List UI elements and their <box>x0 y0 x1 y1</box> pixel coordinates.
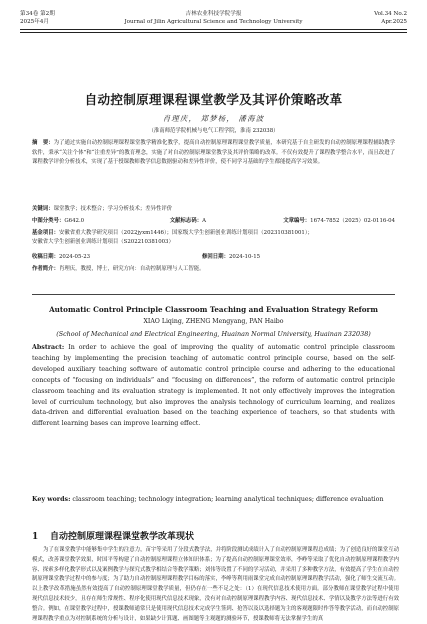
bio-value: 肖理庆，教授，博士，研究方向：自动控制原理与人工智能。 <box>58 266 205 272</box>
keywords-en-label: Key words: <box>32 496 71 503</box>
header-journal-en: Journal of Jilin Agricultural Science and Technology University <box>124 19 303 25</box>
authors-cn: 肖理庆， 郑梦杨， 潘海波 <box>162 114 265 123</box>
paper-title-en: Automatic Control Principle Classroom Teaching and Evaluation Strategy Reform <box>49 305 378 314</box>
header-volume-cn-text: 第34卷 第2期 <box>20 11 55 17</box>
revised-value: 2024-10-15 <box>228 254 261 260</box>
fund-line-1: 安徽省重大教学研究项目（2022jyxm1446）；国家级大学生创新创业训练计划项目（202310381001）； <box>58 230 313 236</box>
header-volume-en <box>374 10 407 26</box>
bio-label: 作者简介： <box>32 266 59 272</box>
paper-title-cn: 自动控制原理课程课堂教学及其评价策略改革 <box>84 92 343 107</box>
abstract-cn-label: 摘 要： <box>32 140 54 146</box>
article-no-label: 文章编号： <box>283 218 311 224</box>
keywords-en-text: classroom teaching; technology integration; learning analytical techniques; difference evaluation <box>72 496 384 503</box>
header-journal-cn: 吉林农业科技学院学报 <box>185 11 242 17</box>
abstract-en-text: In order to achieve the goal of improving the quality of automatic control principle classroom teaching by implementing the precision teaching of automatic control principle course, based on the self-developed auxiliary teaching software of automatic control principle course and adhering to the educational concepts of “focusing on individuals” and “focusing on differences”, the reform of automatic control principle classroom teaching and its evaluation strategy is implemented. It not only effectively improves the integration level of curriculum technology, but also improves the analysis technology of curriculum learning, and realizes data-driven and differential evaluation based on the teaching experience of teachers, so that students with different learning bases can improve learning effect. <box>32 344 395 428</box>
received-label: 收稿日期： <box>32 254 59 260</box>
clc-label: 中图分类号： <box>32 218 65 224</box>
keywords-cn-label: 关键词： <box>32 206 54 212</box>
received-value: 2024-05-23 <box>58 254 91 260</box>
abstract-cn <box>32 139 395 168</box>
classification-row <box>32 217 395 226</box>
abstract-cn-text: 为了通过实施自动控制原理课程课堂教学精准化教学，提高自动控制原理课程课堂教学质量，本研究基于自主研发的自动控制原理课程辅助教学软件，秉承“关注个体”和“注重差异”的教育理念，实施了对自动控制原理课堂教学及其评价策略的改革。不仅有效提升了课程教学整合水平，而且改进了课程教学评价分析技术，实现了基于授课教师教学信息数据驱动和差异性评价，使不同学习基础的学生都能提高学习效果。 <box>32 140 395 166</box>
section-number: 1 <box>32 532 39 542</box>
doc-code-label: 文献标志码： <box>169 218 203 224</box>
fund-cn <box>32 229 395 247</box>
fund-line-2: 安徽省大学生创新创业训练计划项目（S202210381003） <box>32 239 174 245</box>
section-title: 自动控制原理课程课堂教学改革现状 <box>50 532 195 542</box>
dates-row <box>32 253 395 262</box>
running-header <box>20 10 407 36</box>
author-bio-cn <box>32 265 395 274</box>
header-volume-en-text: Vol.34 No.2 <box>374 11 407 17</box>
abstract-en-label: Abstract: <box>32 344 65 351</box>
header-journal <box>20 10 407 26</box>
affiliation-en: (School of Mechanical and Electrical Engineering, Huainan Normal University, Huainan 232038) <box>56 330 371 338</box>
fund-label: 基金项目： <box>32 230 59 236</box>
header-rule-thin <box>20 32 407 33</box>
header-date-en-text: Apr.2025 <box>381 19 407 25</box>
clc-value: G642.0 <box>64 218 85 224</box>
affiliation-cn: （淮南师范学院机械与电气工程学院，淮南 232038） <box>148 128 279 134</box>
keywords-cn <box>32 205 395 214</box>
header-date-cn-text: 2025年4月 <box>20 19 49 25</box>
revised-label: 修回日期： <box>202 254 229 260</box>
keywords-en <box>32 495 395 506</box>
keywords-cn-text: 课堂教学；技术整合；学习分析技术；差异性评价 <box>53 206 173 212</box>
abstract-en <box>32 343 395 430</box>
body-paragraph: 为了在课堂教学中能够集中学生的注意力，苗宇等采用了分段式教学法，并将阶段测试成绩计入了自动控制原理课程总成绩；为了创造良好的课堂互动模式，改善课堂教学效果，时国平等构建了自动控制原理课程立体知识体系；为了提高自动控制原理课堂效率，李峥等采取了优化自动控制原理课程教学内容、探索多样化教学形式以及案例教学与探究式教学相结合等教学策略；刘伟等设置了不同的学习活动，并采用了多种教学方法，有效提高了学生在自动控制原理课堂教学过程中的参与度；为了助力自动控制原理课程教学目标的落实，李峥等利用雨课堂完成自动控制原理课程教学活动，强化了师生交流互动。以上教学改革措施虽然有效提高了自动控制原理课堂教学质量，但仍存在一些不足之处：（1）在现代信息技术使用方面。部分教师在课堂教学过程中使用现代信息技术较少，且存在师生常规性、程序化使用现代信息技术现象，没有对自动控制原理课程教学内容、现代信息技术、学情以及教学方法等进行有效整合。例如，在课堂教学过程中，授课教师通常只是使用现代信息技术完成学生签到、抢答以及以选择题为主的客观题限时作答等教学活动，而自动控制原理课程教学重点为对控制系统的分析与设计，如果缺少计算题、画图题等主观题的测验环节，授课教师将无法掌握学生的真 <box>32 547 399 622</box>
article-no-value: 1674-7852（2025）02-0116-04 <box>310 218 395 224</box>
header-rule-thick <box>20 29 407 30</box>
authors-en: XIAO Liqing, ZHENG Mengyang, PAN Haibo <box>143 318 284 325</box>
doc-code-value: A <box>202 218 207 224</box>
section-divider <box>32 294 395 295</box>
section-heading <box>32 529 407 542</box>
